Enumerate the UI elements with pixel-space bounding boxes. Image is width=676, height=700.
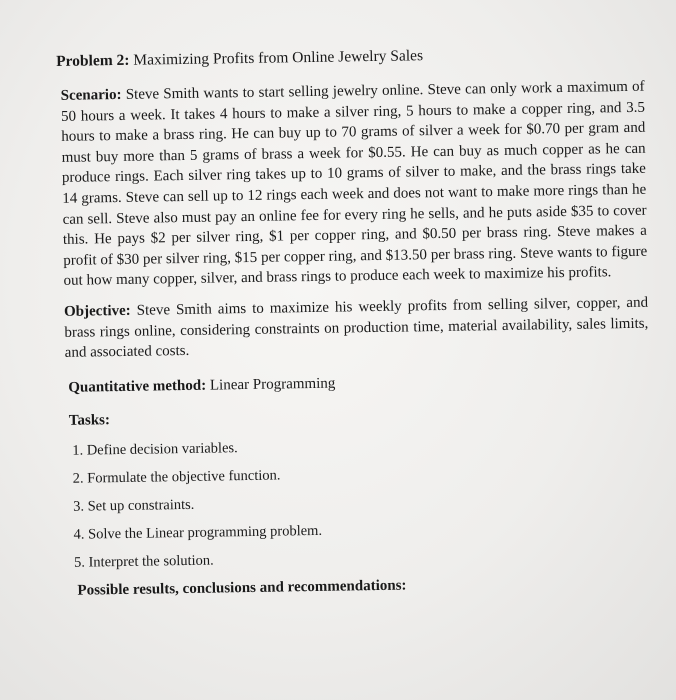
problem-label: Problem 2: [56,51,130,70]
results-heading: Possible results, conclusions and recommendations: [77,577,407,599]
tasks-heading: Tasks: [68,411,111,429]
method-label: Quantitative method: [68,377,207,396]
scenario-label: Scenario: [60,86,122,104]
task-item: 3. Set up constraints. [73,496,195,515]
scenario-text: Steve Smith wants to start selling jewelry online. Steve can only work a maximum of 50 hours a week. It takes 4 hours to make a silver ring, 5 hours to make a copper ring, and 3.5 hours to make a brass ring. He can buy up to 70 grams of silver a week for $0.70 per gram and must buy more than 5 grams of brass a week for $0.55. He can buy as much copper as he can produce rings. Each silver ring takes up to 10 grams of silver to make, and the brass rings take 14 grams. Steve can sell up to 12 rings each week and does not want to make more rings than he can sell. Steve also must pay an online fee for every ring he sells, and he puts aside $35 to cover this. He pays $2 per silver ring, $1 per copper ring, and $0.50 per brass ring. Steve makes a profit of $30 per silver ring, $15 per copper ring, and $13.50 per brass ring. Steve wants to figure out how many copper, silver, and brass rings to produce each week to maximize his profits. [60,78,648,290]
task-item: 2. Formulate the objective function. [72,467,281,487]
objective-paragraph [58,293,649,364]
method-line [68,368,649,397]
task-item: 4. Solve the Linear programming problem. [73,522,323,543]
objective-label: Objective: [63,302,131,320]
problem-title [56,43,644,72]
problem-title-text: Maximizing Profits from Online Jewelry Sales [133,47,424,69]
task-item: 1. Define decision variables. [72,439,238,459]
task-list [60,431,652,572]
method-text: Linear Programming [209,375,336,394]
objective-text: Steve Smith aims to maximize his weekly profits from selling silver, copper, and brass rings online, considering constraints on production time, material availability, sales limits, and associated costs. [64,294,649,361]
task-item: 5. Interpret the solution. [73,552,214,571]
scenario-paragraph [55,77,648,292]
document-sheet [54,43,653,601]
